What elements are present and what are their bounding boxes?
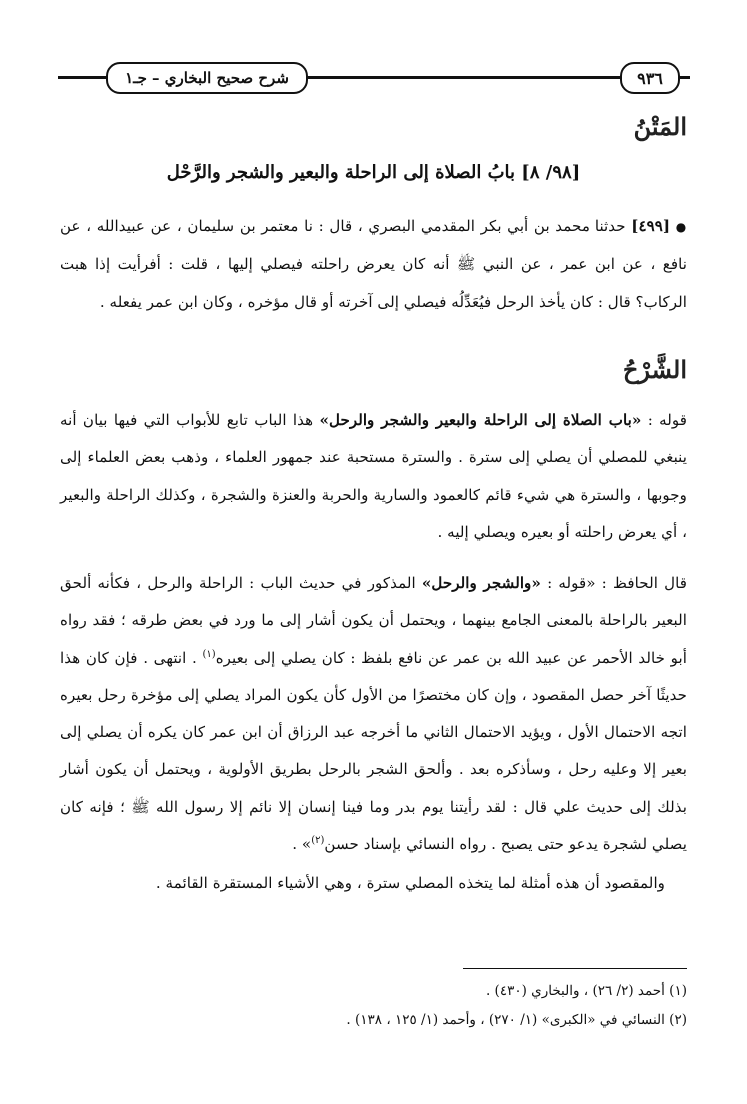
footnote-2: (٢) النسائي في «الكبرى» (١/ ٢٧٠) ، وأحمد (١/ ١٢٥ ، ١٣٨) . [346,1012,687,1028]
hafiz-text-c: » . [292,835,312,854]
matn-ornament: المَتْنُ [633,112,687,141]
book-title: شرح صحيح البخاري – جـ١ [106,62,308,94]
header-rule-left [58,76,106,79]
page-header [58,58,690,98]
hafiz-quote: «والشجر والرحل» [421,574,541,592]
hadith-paragraph [60,208,687,321]
sharh-text: هذا الباب تابع للأبواب التي فيها بيان أنه ينبغي للمصلي أن يصلي إلى سترة . والسترة مستحبة عند جمهور العلماء ، وذهب بعض العلماء إلى وجوبها ، والسترة هي شيء قائم كالعمود والسارية والحربة والعنزة والشجرة ، وكذلك الراحلة والبعير ، أي يعرض راحلته أو بعيره ويصلي إليه . [60,411,687,541]
header-rule-right [678,76,690,79]
sharh-quote: «باب الصلاة إلى الراحلة والبعير والشجر والرحل» [319,411,642,429]
sharh-paragraph-1 [60,402,687,551]
footnote-ref-2: (٢) [311,835,325,847]
sharh-conclusion: والمقصود أن هذه أمثلة لما يتخذه المصلي سترة ، وهي الأشياء المستقرة القائمة . [155,874,665,892]
page-number: ٩٣٦ [620,62,680,94]
sharh-paragraph-2 [60,565,687,863]
hafiz-text-a: المذكور في حديث الباب : الراحلة والرحل ، فكأنه ألحق البعير بالراحلة بالمعنى الجامع بينهما ، ويحتمل أن يكون أشار إلى ما ورد في بعض طرقه ؛ فقد رواه أبو خالد الأحمر عن عبيد الله بن عمر عن نافع بلفظ : كان يصلي إلى بعيره [60,574,687,667]
footnotes [60,977,687,1035]
bullet-icon: ● [675,220,687,234]
footnote-1: (١) أحمد (٢/ ٢٦) ، والبخاري (٤٣٠) . [485,983,687,999]
hafiz-intro: قال الحافظ : «قوله : [547,574,688,592]
hadith-number: [٤٩٩] [631,217,671,235]
chapter-heading: [٩٨/ ٨] بابُ الصلاة إلى الراحلة والبعير والشجر والرَّحْل [166,162,581,183]
hafiz-text-b: . انتهى . فإن كان هذا حديثًا آخر حصل المقصود ، وإن كان مختصرًا من الأول كأن يكون المراد يصلي إلى مؤخرة رحل بعيره اتجه الاحتمال الأول ، ويؤيد الاحتمال الثاني ما أخرجه عبد الرزاق أن ابن عمر كان يكره أن يصلي إلى بعير إلا وعليه رحل ، وسأذكره بعد . وألحق الشجر بالرحل بطريق الأولوية ، ويحتمل أن يكون أشار بذلك إلى حديث علي قال : لقد رأيتنا يوم بدر وما فينا إنسان إلا نائم إلا رسول الله ﷺ ؛ فإنه كان يصلي لشجرة يدعو حتى يصبح . رواه النسائي بإسناد حسن [60,648,687,854]
hadith-text: حدثنا محمد بن أبي بكر المقدمي البصري ، قال : نا معتمر بن سليمان ، عن عبيدالله ، عن نافع ، عن ابن عمر ، عن النبي ﷺ أنه كان يعرض راحلته فيصلي إليها ، قلت : أفرأيت إذا هبت الركاب؟ قال : كان يأخذ الرحل فيُعَدِّلُه فيصلي إلى آخرته أو قال مؤخره ، وكان ابن عمر يفعله . [60,217,687,311]
sharh-ornament: الشَّرْحُ [622,355,687,384]
sharh-intro: قوله : [647,411,688,429]
sharh-paragraph-3 [60,865,687,902]
footnote-ref-1: (١) [202,648,216,660]
header-rule-middle [308,76,620,79]
footnote-divider [463,968,687,969]
